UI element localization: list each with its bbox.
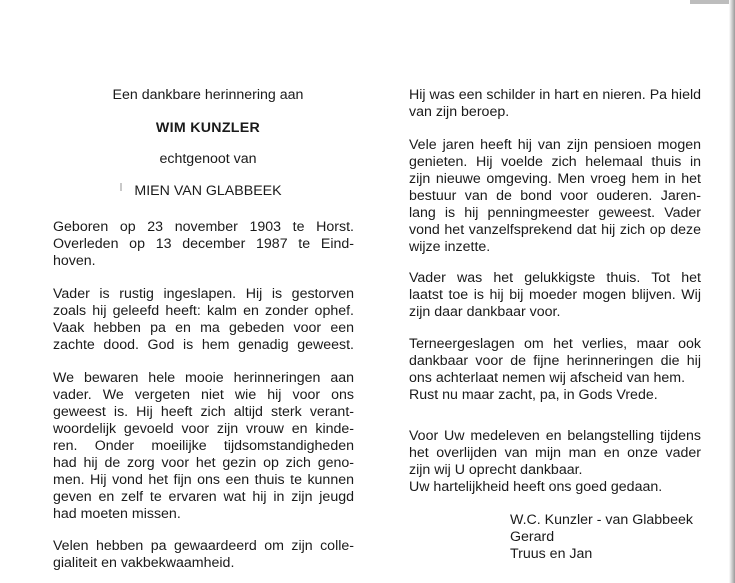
scan-edge-right: [729, 0, 735, 583]
text-line: vond het vanzelfsprekend dat hij zich op deze: [409, 222, 701, 238]
text-line: Rust nu maar zacht, pa, in Gods Vrede.: [409, 387, 658, 403]
text-line: wijze inzette.: [409, 239, 491, 255]
text-line: Vader is rustig ingeslapen. Hij is gestorven: [53, 286, 354, 302]
text-line: genieten. Hij voelde zich helemaal thuis in: [409, 154, 701, 170]
text-line: Velen hebben pa gewaardeerd om zijn colle-: [53, 538, 354, 554]
spouse-label: echtgenoot van: [159, 151, 257, 167]
text-line: woordelijk gevoeld voor zijn vrouw en kinde-: [53, 421, 354, 437]
text-line: zoals hij geleefd heeft: kalm en zonder ophef.: [53, 303, 354, 319]
text-line: het overlijden van mijn man en onze vader: [409, 445, 701, 461]
text-line: ren. Onder moeilijke tijdsomstandigheden: [53, 438, 354, 454]
text-line: dankbaar voor de fijne herinneringen die hij: [409, 353, 701, 369]
signature-line: Gerard: [510, 529, 555, 545]
text-line: Voor Uw medeleven en belangstelling tijdens: [409, 428, 701, 444]
text-line: vader. We vergeten niet wie hij voor ons: [53, 387, 354, 403]
text-line: zachte dood. God is hem genadig geweest.: [53, 337, 354, 353]
signature-line: Truus en Jan: [510, 546, 593, 562]
text-line: lang is hij penningmeester geweest. Vader: [409, 205, 701, 221]
text-line: men. Hij vond het fijn ons een thuis te kunnen: [53, 472, 354, 488]
text-line: zijn daar dankbaar voor.: [409, 304, 561, 320]
spouse-name: MIEN VAN GLABBEEK: [134, 183, 282, 199]
text-line: Geboren op 23 november 1903 te Horst.: [53, 219, 354, 235]
intro-line: Een dankbare herinnering aan: [112, 87, 304, 103]
text-line: Vaak hebben pa en ma gebeden voor een: [53, 320, 354, 336]
text-line: We bewaren hele mooie herinneringen aan: [53, 370, 354, 386]
text-line: hoven.: [53, 253, 96, 269]
text-line: Hij was een schilder in hart en nieren. Pa hield: [409, 87, 701, 103]
text-line: geven en zelf te ervaren wat hij in zijn jeugd: [53, 489, 354, 505]
deceased-name: WIM KUNZLER: [155, 120, 261, 136]
text-line: laatst toe is hij bij moeder mogen blijven. Wij: [409, 287, 701, 303]
text-line: gialiteit en vakbekwaamheid.: [53, 555, 235, 571]
text-line: zijn wij U oprecht dankbaar.: [409, 462, 583, 478]
signature-line: W.C. Kunzler - van Glabbeek: [510, 512, 693, 528]
text-line: ons achterlaat nemen wij afscheid van hem.: [409, 370, 686, 386]
text-line: bestuur van de bond voor ouderen. Jaren-: [409, 188, 701, 204]
text-line: had moeten missen.: [53, 506, 181, 522]
text-line: van zijn beroep.: [409, 104, 510, 120]
text-line: Overleden op 13 december 1987 te Eind-: [53, 236, 354, 252]
text-line: Vele jaren heeft hij van zijn pensioen mogen: [409, 137, 701, 153]
text-line: Terneergeslagen om het verlies, maar ook: [409, 336, 701, 352]
text-line: had hij de zorg voor het gezin op zich geno-: [53, 455, 354, 471]
text-line: zijn nieuwe omgeving. Men vroeg hem in het: [409, 171, 701, 187]
text-line: Vader was het gelukkigste thuis. Tot het: [409, 270, 701, 286]
text-line: geweest is. Hij heeft zich altijd sterk verant-: [53, 404, 354, 420]
text-line: Uw hartelijkheid heeft ons goed gedaan.: [409, 479, 663, 495]
